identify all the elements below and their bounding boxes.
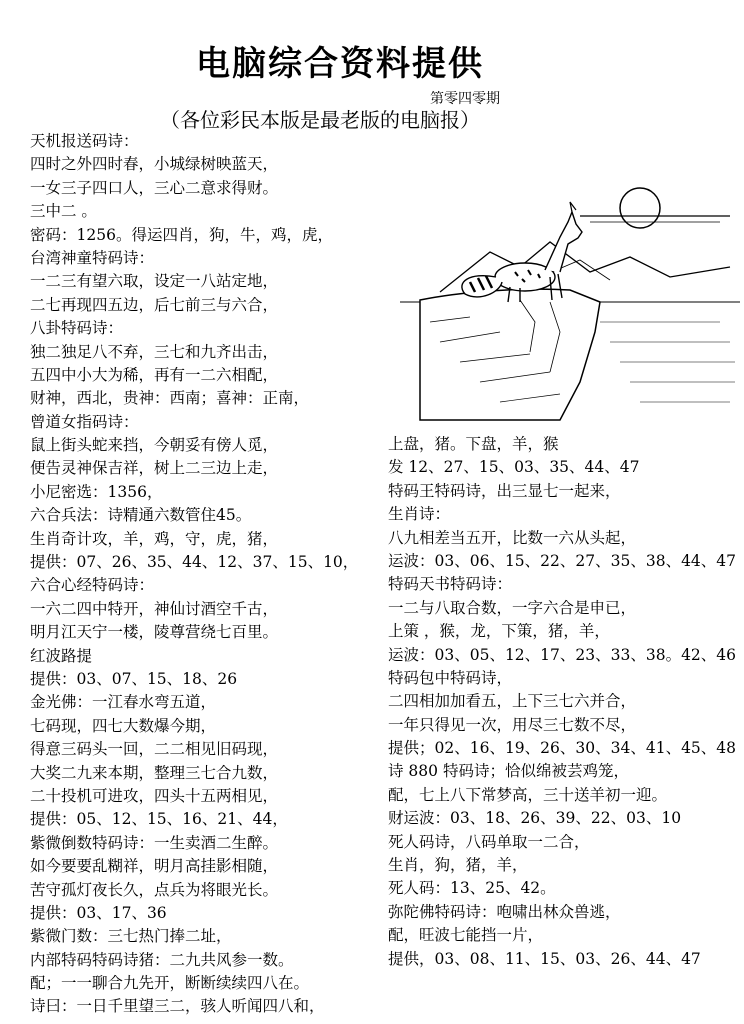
left-text-line: 三中二 。	[30, 202, 97, 221]
left-text-line: 六合兵法：诗精通六数管住45。	[30, 506, 252, 525]
right-text-line: 二四相加加看五，上下三七六并合，	[388, 692, 637, 711]
right-text-line: 上盘，猪。下盘，羊，猴	[388, 435, 559, 453]
left-text-line: 独二独足八不弃，三七和九齐出击，	[30, 342, 279, 361]
right-text-line: 生肖，狗，猪，羊，	[388, 856, 528, 875]
left-text-line: 得意三码头一回，二二相见旧码现，	[30, 740, 279, 759]
left-text-line: 一六二四中特开，神仙讨酒空千古，	[30, 599, 279, 618]
left-text-line: 提供：03、07、15、18、26	[30, 669, 238, 688]
right-text-line: 发 12、27、15、03、35、44、47	[388, 458, 640, 477]
page-title: 电脑综合资料提供	[196, 44, 484, 84]
left-text-line: 紫微门数：三七热门捧二址，	[30, 927, 232, 946]
right-column	[388, 433, 744, 971]
left-text-line: 紫微倒数特码诗：一生卖酒二生醉。	[30, 833, 279, 852]
right-text-line: 生肖诗：	[388, 505, 451, 524]
left-text-line: 六合心经特码诗：	[30, 576, 155, 595]
left-text-line: 提供：03、17、36	[30, 903, 167, 922]
left-text-line: 明月江天宁一楼，陵尊营绕七百里。	[30, 623, 279, 642]
left-text-line: 七码现，四七大数爆今期，	[30, 716, 217, 735]
left-text-line: 密码：1256。得运四肖，狗，牛，鸡，虎，	[30, 225, 333, 244]
left-text-line: 生肖奇计攻，羊，鸡，守，虎，猪，	[30, 529, 279, 548]
left-text-line: 提供：07、26、35、44、12、37、15、10，	[30, 553, 359, 572]
right-text-line: 死人码：13、25、42。	[388, 879, 556, 898]
right-text-line: 提供，03、08、11、15、03、26、44、47	[388, 949, 701, 968]
right-text-line: 特码王特码诗，出三显七一起来，	[388, 481, 621, 500]
right-text-line: 特码包中特码诗，	[388, 668, 513, 687]
left-text-line: 二七再现四五边，后七前三与六合，	[30, 295, 279, 314]
left-text-line: 大奖二九来本期，整理三七合九数，	[30, 763, 279, 782]
left-text-line: 小尼密选：1356，	[30, 482, 163, 501]
left-text-line: 天机报送码诗：	[30, 132, 139, 150]
right-text-line: 提供；02、16、19、26、30、34、41、45、48	[388, 739, 737, 758]
left-text-line: 鼠上街头蛇来挡，今朝妥有傍人觅，	[30, 436, 279, 455]
right-text-line: 死人码诗，八码单取一二合，	[388, 832, 590, 851]
right-text-line: 运波：03、05、12、17、23、33、38。42、46	[388, 645, 737, 664]
right-text-line: 配，七上八下常梦高，三十送羊初一迎。	[388, 785, 668, 804]
left-text-line: 五四中小大为稀，再有一二六相配，	[30, 365, 279, 384]
right-text-line: 配，旺波七能挡一片，	[388, 926, 544, 945]
subtitle: （各位彩民本版是最老版的电脑报）	[160, 108, 480, 132]
left-text-line: 八卦特码诗：	[30, 319, 124, 338]
left-text-line: 便告灵神保吉祥，树上二三边上走，	[30, 459, 279, 478]
right-text-line: 上策 ，猴，龙，下策，猪，羊，	[388, 622, 610, 641]
right-text-line: 诗 880 特码诗；恰似绵被芸鸡笼，	[388, 762, 629, 781]
right-text-line: 一二与八取合数，一字六合是申已，	[388, 598, 637, 617]
right-text-line: 运波：03、06、15、22、27、35、38、44、47	[388, 551, 737, 570]
left-text-line: 四时之外四时春，小城绿树映蓝天，	[30, 155, 279, 174]
left-text-line: 提供：05、12、15、16、21、44，	[30, 810, 288, 829]
right-text-line: 八九相差当五开，比数一六从头起，	[388, 528, 637, 547]
left-text-line: 金光佛：一江春水弯五道，	[30, 693, 217, 712]
right-text-line: 财运波：03、18、26、39、22、03、10	[388, 809, 682, 828]
left-text-line: 苦守孤灯夜长久，点兵为将眼光长。	[30, 880, 279, 899]
issue-number: 第零四零期	[430, 91, 500, 107]
right-text-line: 一年只得见一次，用尽三七数不尽，	[388, 715, 637, 734]
left-column	[30, 130, 390, 1019]
left-text-line: 红波路提	[30, 646, 93, 665]
left-text-line: 台湾神童特码诗：	[30, 248, 155, 267]
right-text-line: 特码天书特码诗：	[388, 575, 513, 594]
fox-illustration	[400, 182, 740, 422]
left-text-line: 财神，西北，贵神：西南；喜神：正南，	[30, 389, 310, 408]
right-text-line: 弥陀佛特码诗：咆啸出林众兽逃，	[388, 902, 621, 921]
left-text-line: 曾道女指码诗：	[30, 412, 139, 431]
left-text-line: 配；一一聊合九先开，断断续续四八在。	[30, 974, 310, 993]
left-text-line: 诗曰：一日千里望三二，骇人听闻四八和，	[30, 997, 325, 1016]
left-text-line: 二十投机可进攻，四头十五两相见，	[30, 786, 279, 805]
left-text-line: 如今要要乱糊祥，明月高挂影相随，	[30, 857, 279, 876]
left-text-line: 一女三子四口人，三心二意求得财。	[30, 178, 279, 197]
left-text-line: 内部特码特码诗猪：二九共风参一数。	[30, 950, 294, 969]
left-text-line: 一二三有望六取，设定一八站定地，	[30, 272, 279, 291]
